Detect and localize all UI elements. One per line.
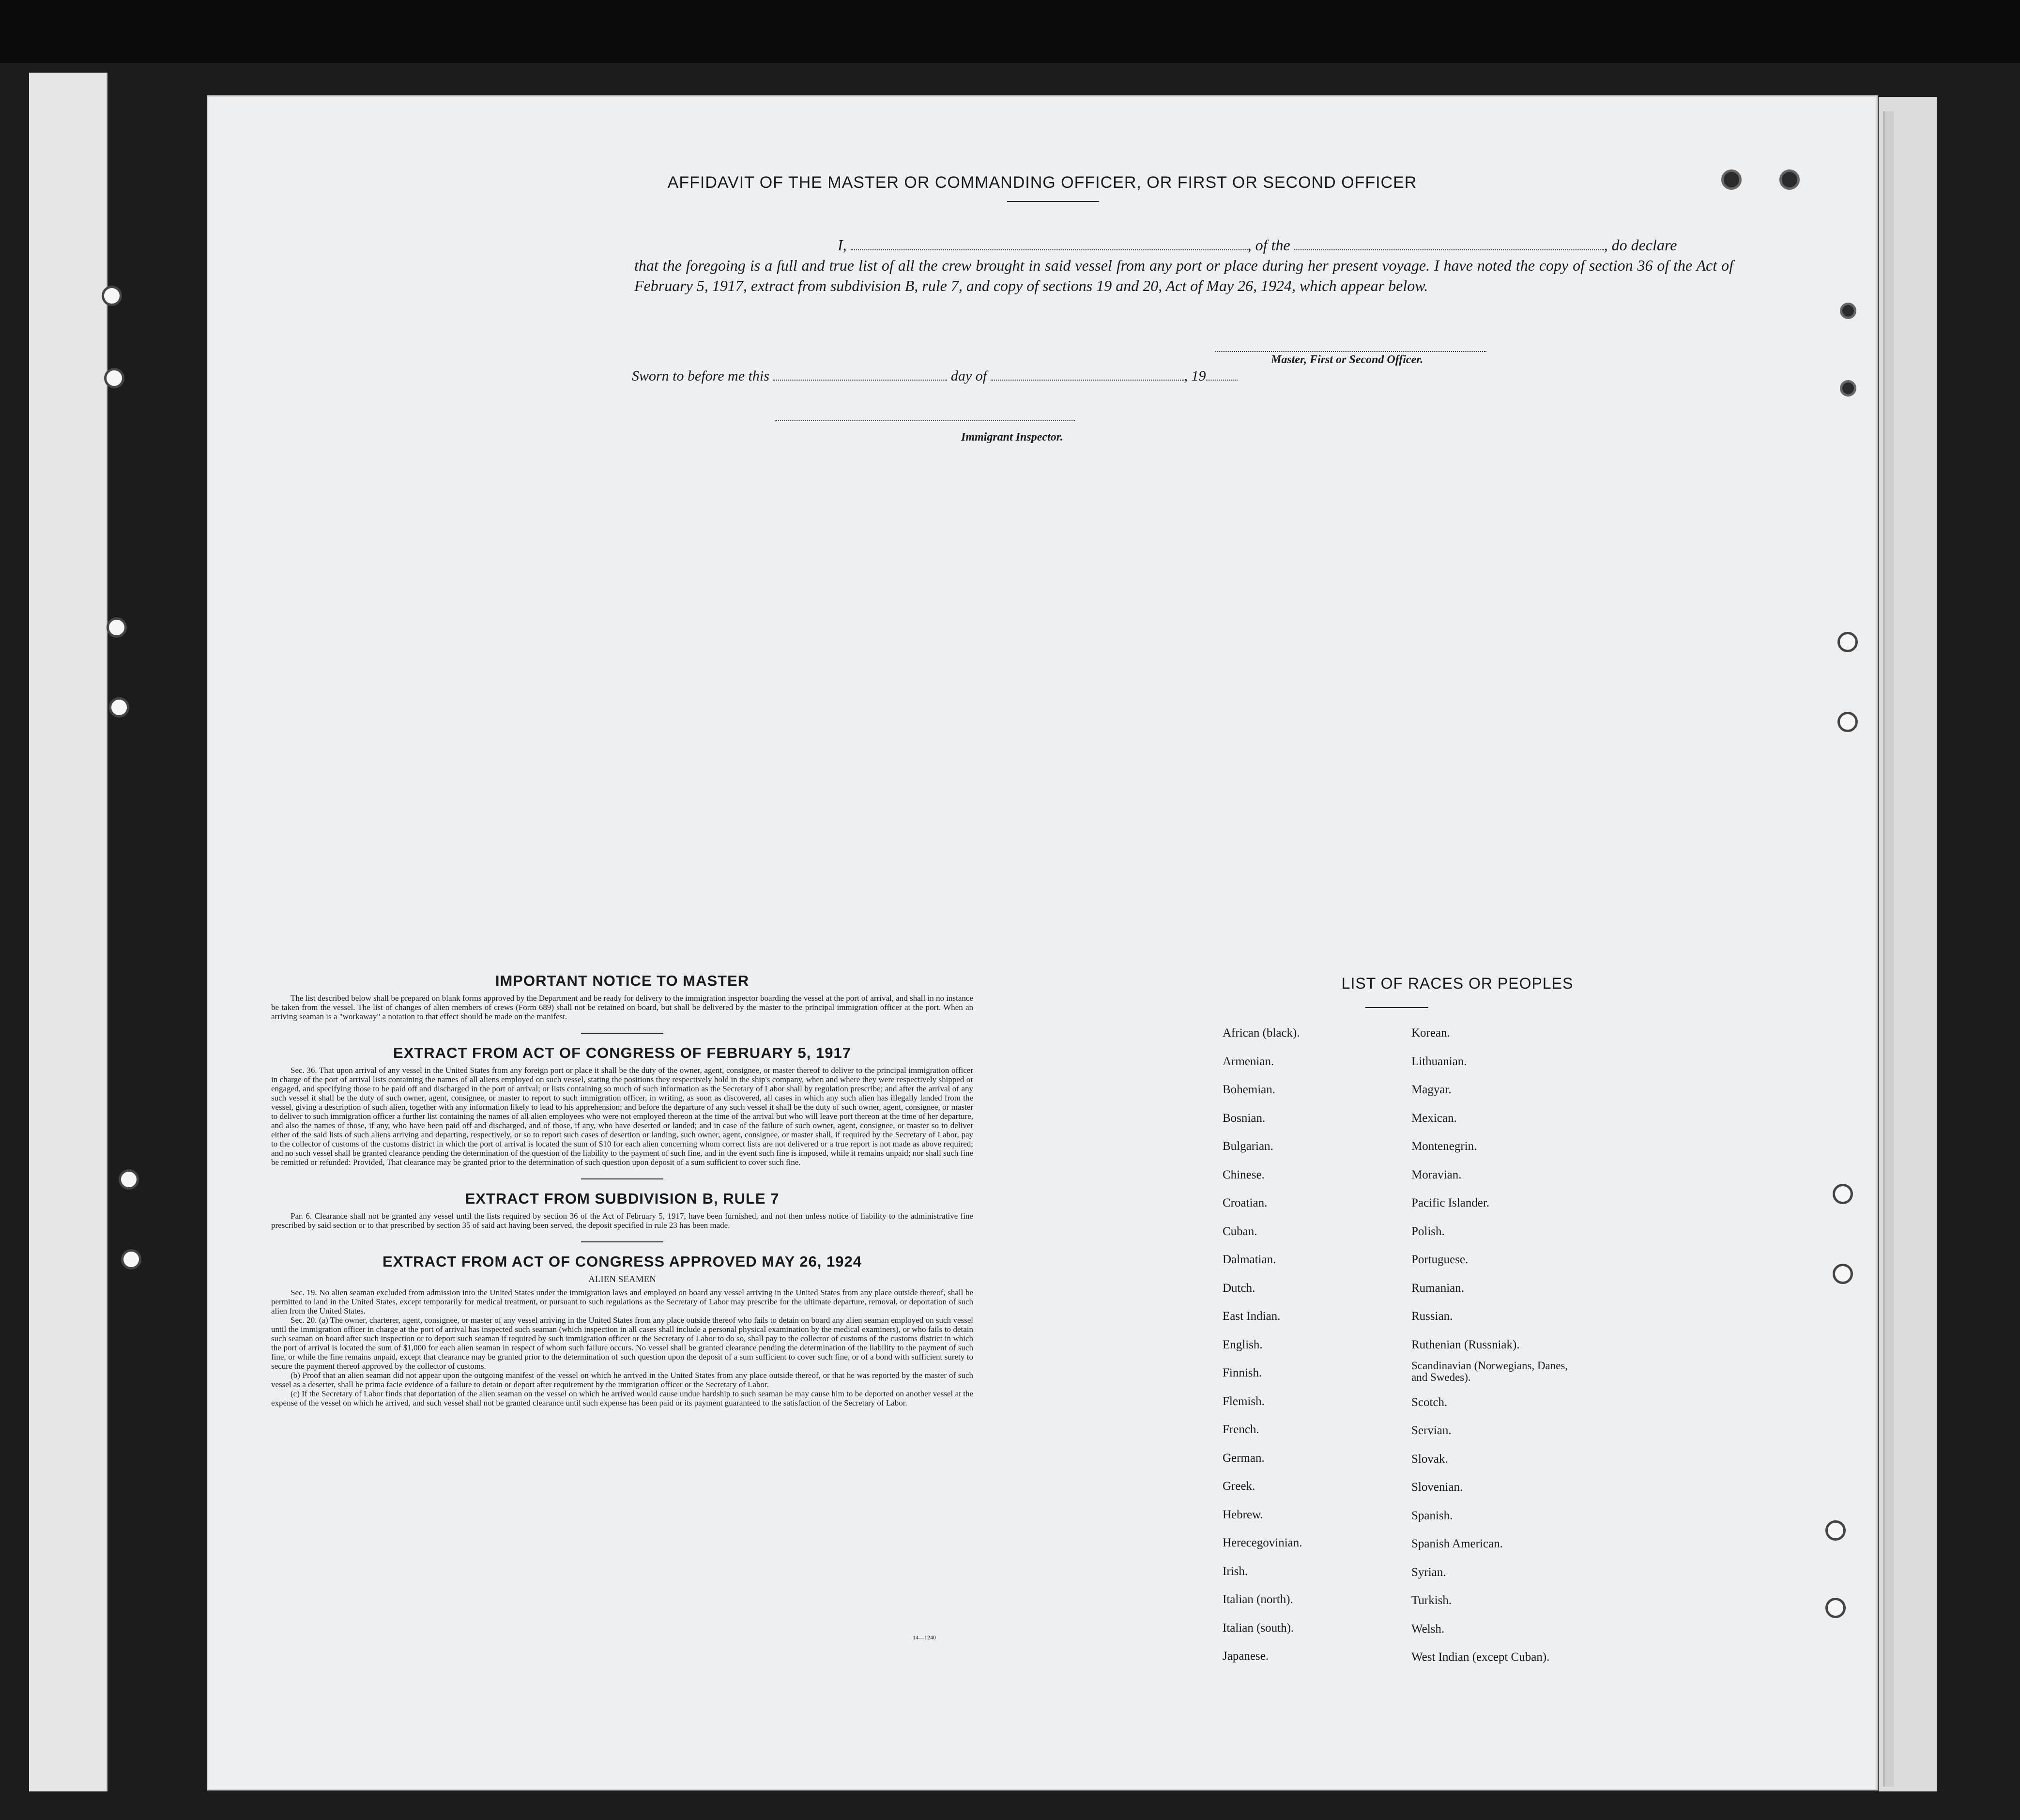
race-item: English. bbox=[1223, 1338, 1263, 1351]
race-item: Moravian. bbox=[1411, 1168, 1462, 1181]
sworn-line bbox=[632, 368, 1238, 384]
binder-hole bbox=[102, 286, 122, 306]
race-item: Armenian. bbox=[1223, 1055, 1274, 1068]
race-item: Flemish. bbox=[1223, 1394, 1265, 1408]
alien-seamen-subtitle: ALIEN SEAMEN bbox=[588, 1274, 656, 1285]
punch-hole bbox=[1840, 303, 1856, 319]
binder-hole bbox=[121, 1249, 141, 1269]
sec20a-text: Sec. 20. (a) The owner, charterer, agent, consignee, or master of any vessel arriving in the United States from any place outside thereof who fails to detain on board any alien seaman employed on such vessel until the immigration officer in charge at the port of arrival has inspected such seaman (which inspection in all cases shall include a personal physical examination by the medical examiners), or who fails to detain such seaman on board after such inspection or to deport such seaman if required by such immigration officer or the Secretary of Labor to do so, shall pay to the collector of customs of the customs district in which the port of arrival is located the sum of $1,000 for each alien seaman in respect of whom such failure occurs. No vessel shall be granted clearance pending the determination of the liability to the payment of such fine, or while the fine remains unpaid, except that clearance may be granted prior to the determination of such question upon the deposit of a sum sufficient to cover such fine, or of a bond with sufficient surety to secure the payment thereof approved by the collector of customs. bbox=[271, 1315, 973, 1371]
extract-rule7-title: EXTRACT FROM SUBDIVISION B, RULE 7 bbox=[465, 1190, 780, 1207]
binder-hole bbox=[1825, 1598, 1846, 1618]
binder-hole bbox=[1833, 1184, 1853, 1204]
race-item: Bosnian. bbox=[1223, 1111, 1266, 1125]
race-item: Bohemian. bbox=[1223, 1083, 1276, 1096]
race-item: Scotch. bbox=[1411, 1395, 1448, 1409]
affidavit-do-declare: , do declare bbox=[1604, 236, 1677, 254]
binder-hole bbox=[1837, 632, 1858, 652]
title-rule bbox=[1007, 201, 1099, 202]
section-rule bbox=[581, 1178, 663, 1179]
race-item: Ruthenian (Russniak). bbox=[1411, 1338, 1520, 1351]
sworn-day-field[interactable] bbox=[773, 369, 947, 381]
extract-1917-text: Sec. 36. That upon arrival of any vessel in the United States from any foreign port or place it shall be the duty of the owner, agent, consignee, or master thereof to deliver to the principal immigration officer in charge of the port of arrival lists containing the names of all aliens employed on such vessel, stating the positions they respectively hold in the ship's company, when and where they were respectively shipped or engaged, and specifying those to be paid off and discharged in the port of arrival; or lists containing so much of such information as the Secretary of Labor shall by regulation prescribe; and after the arrival of any such vessel it shall be the duty of such owner, agent, consignee, or master to report to such immigration officer, in writing, as soon as discovered, all cases in which any such alien has illegally landed from the vessel, giving a description of such alien, together with any information likely to lead to his apprehension; and before the departure of any such vessel it shall be the duty of such owner, agent, consignee, or master to deliver to such immigration officer a further list containing the names of all alien employees who were not employed thereon at the time of the arrival but who will leave port thereon at the time of her departure, and also the names of those, if any, who have been paid off and discharged, and of those, if any, who have deserted or landed; and in case of the failure of such owner, agent, consignee, or master so to deliver either of the said lists of such aliens arriving and departing, respectively, or so to report such cases of desertion or landing, such owner, agent, consignee, or master shall, if required by the Secretary of Labor, pay to the collector of customs of the customs district in which the port of arrival is located the sum of $10 for each alien concerning whom correct lists are not delivered or a true report is not made as above required; and no such vessel shall be granted clearance pending the determination of the question of the liability to the payment of such fine, and in the event such fine is imposed, while it remains unpaid; nor shall such fine be remitted or refunded: Provided, That clearance may be granted prior to the determination of such question upon deposit of a sum sufficient to cover such fine. bbox=[271, 1066, 973, 1167]
race-item: Spanish American. bbox=[1411, 1537, 1503, 1550]
notice-column bbox=[271, 972, 973, 1407]
race-item: Finnish. bbox=[1223, 1366, 1262, 1379]
notice-title: IMPORTANT NOTICE TO MASTER bbox=[495, 972, 750, 989]
notice-text: The list described below shall be prepared on blank forms approved by the Department and be ready for delivery to the immigration inspector boarding the vessel at the port of arrival, and shall in no instance be taken from the vessel. The list of changes of alien members of crews (Form 689) shall not be retained on board, but shall be delivered by the master to the principal immigration officer at the port. When an arriving seaman is a "workaway" a notation to that effect should be made on the manifest. bbox=[271, 994, 973, 1021]
race-item: Welsh. bbox=[1411, 1622, 1445, 1636]
binder-hole bbox=[104, 368, 124, 388]
master-signature-caption: Master, First or Second Officer. bbox=[1271, 353, 1423, 366]
race-item: Spanish. bbox=[1411, 1509, 1453, 1522]
sec20c-text: (c) If the Secretary of Labor finds that deportation of the alien seaman on the vessel on which he arrived would cause undue hardship to such seaman he may cause him to be deported on another vessel at the expense of the vessel on which he arrived, and such vessel shall not be granted clearance until such expense has been paid or its payment guaranteed to the satisfaction of the Secretary of Labor. bbox=[271, 1389, 973, 1407]
race-item: Russian. bbox=[1411, 1310, 1453, 1323]
sec20b-text: (b) Proof that an alien seaman did not appear upon the outgoing manifest of the vessel on which he arrived in the United States from any place outside thereof, or that he was reported by the master of such vessel as a deserter, shall be prima facie evidence of a failure to detain or deport after requirement by the immigration officer or the Secretary of Labor. bbox=[271, 1371, 973, 1389]
section-rule bbox=[581, 1241, 663, 1242]
race-item: Magyar. bbox=[1411, 1083, 1452, 1096]
sworn-day-of: day of bbox=[950, 368, 987, 384]
affidavit-title: AFFIDAVIT OF THE MASTER OR COMMANDING OFFICER, OR FIRST OR SECOND OFFICER bbox=[667, 173, 1417, 192]
race-item: Korean. bbox=[1411, 1026, 1450, 1040]
sworn-year-label: , 19 bbox=[1184, 368, 1206, 384]
race-item: German. bbox=[1223, 1451, 1265, 1465]
race-item: West Indian (except Cuban). bbox=[1411, 1651, 1550, 1664]
race-item: Syrian. bbox=[1411, 1565, 1446, 1579]
binder-hole bbox=[107, 617, 127, 638]
extract-rule7-text: Par. 6. Clearance shall not be granted any vessel until the lists required by section 36 of the Act of February 5, 1917, have been furnished, and not then unless notice of liability to the administrative fine prescribed by said section or to that prescribed by section 35 of said act having been served, the deposit specified in rule 23 has been made. bbox=[271, 1211, 973, 1230]
affidavit-i: I, bbox=[838, 236, 847, 254]
sworn-prefix: Sworn to before me this bbox=[632, 368, 769, 384]
affidavit-first-line bbox=[634, 235, 1733, 255]
race-item: Dalmatian. bbox=[1223, 1253, 1276, 1266]
manifest-page bbox=[208, 97, 1876, 1789]
binder-hole bbox=[109, 697, 129, 718]
race-item: Herecegovinian. bbox=[1223, 1536, 1302, 1549]
race-item: Italian (north). bbox=[1223, 1593, 1293, 1606]
race-item: Rumanian. bbox=[1411, 1281, 1465, 1295]
inspector-signature-line[interactable] bbox=[775, 420, 1075, 421]
races-title: LIST OF RACES OR PEOPLES bbox=[1341, 975, 1574, 992]
race-item: Croatian. bbox=[1223, 1196, 1268, 1209]
race-item: Chinese. bbox=[1223, 1168, 1265, 1181]
sworn-month-field[interactable] bbox=[991, 369, 1184, 381]
races-right-column bbox=[1411, 1019, 1571, 1672]
underlying-page-left bbox=[29, 73, 107, 1791]
race-item: African (black). bbox=[1223, 1026, 1300, 1040]
binder-hole bbox=[1825, 1520, 1846, 1541]
inspector-caption: Immigrant Inspector. bbox=[961, 431, 1063, 444]
race-item: French. bbox=[1223, 1423, 1259, 1436]
affidavit-text bbox=[634, 235, 1733, 296]
vessel-name-field[interactable] bbox=[1294, 237, 1604, 250]
race-item: Slovak. bbox=[1411, 1452, 1448, 1466]
race-item: Japanese. bbox=[1223, 1650, 1269, 1663]
race-item: Servian. bbox=[1411, 1424, 1452, 1437]
race-item: Hebrew. bbox=[1223, 1508, 1263, 1521]
binder-hole bbox=[1837, 712, 1858, 732]
officer-name-field[interactable] bbox=[851, 237, 1248, 250]
race-item: Dutch. bbox=[1223, 1281, 1255, 1295]
race-item: Cuban. bbox=[1223, 1224, 1257, 1238]
race-item: Greek. bbox=[1223, 1480, 1255, 1493]
race-item: Lithuanian. bbox=[1411, 1055, 1467, 1068]
extract-1924-title: EXTRACT FROM ACT OF CONGRESS APPROVED MAY 26, 1924 bbox=[383, 1253, 862, 1270]
races-title-rule bbox=[1365, 1007, 1428, 1008]
race-item: Montenegrin. bbox=[1411, 1140, 1477, 1153]
punch-hole bbox=[1840, 380, 1856, 397]
affidavit-body: that the foregoing is a full and true list of all the crew brought in said vessel from any port or place during her present voyage. I have noted the copy of section 36 of the Act of February 5, 1917, extract from subdivision B, rule 7, and copy of sections 19 and 20, Act of May 26, 1924, which appear below. bbox=[634, 257, 1733, 294]
race-item: Irish. bbox=[1223, 1564, 1248, 1578]
race-item: Slovenian. bbox=[1411, 1481, 1463, 1494]
sworn-year-field[interactable] bbox=[1206, 369, 1238, 381]
race-item: East Indian. bbox=[1223, 1310, 1281, 1323]
sec19-text: Sec. 19. No alien seaman excluded from admission into the United States under the immigration laws and employed on board any vessel arriving in the United States from any place outside thereof, shall be permitted to land in the United States, except temporarily for medical treatment, or pursuant to such regulations as the Secretary of Labor may prescribe for the ultimate departure, removal, or deportation of such alien from the United States. bbox=[271, 1288, 973, 1315]
master-signature-line[interactable] bbox=[1215, 351, 1486, 352]
race-item: Scandinavian (Norwegians, Danes, and Swedes). bbox=[1411, 1360, 1568, 1383]
race-item: Portuguese. bbox=[1411, 1253, 1469, 1266]
binder-hole bbox=[119, 1169, 139, 1190]
section-rule bbox=[581, 1033, 663, 1034]
race-item: Italian (south). bbox=[1223, 1621, 1294, 1635]
race-item: Bulgarian. bbox=[1223, 1140, 1273, 1153]
race-item: Pacific Islander. bbox=[1411, 1196, 1490, 1209]
form-number: 14—1240 bbox=[913, 1634, 936, 1641]
races-left-column bbox=[1223, 1019, 1302, 1671]
race-item: Polish. bbox=[1411, 1224, 1445, 1238]
binder-hole bbox=[1833, 1264, 1853, 1284]
affidavit-of-the: , of the bbox=[1247, 236, 1290, 254]
race-item: Mexican. bbox=[1411, 1111, 1457, 1125]
race-item: Turkish. bbox=[1411, 1594, 1452, 1607]
page-stack-edge bbox=[1883, 111, 1894, 1787]
extract-1917-title: EXTRACT FROM ACT OF CONGRESS OF FEBRUARY 5, 1917 bbox=[393, 1044, 851, 1061]
